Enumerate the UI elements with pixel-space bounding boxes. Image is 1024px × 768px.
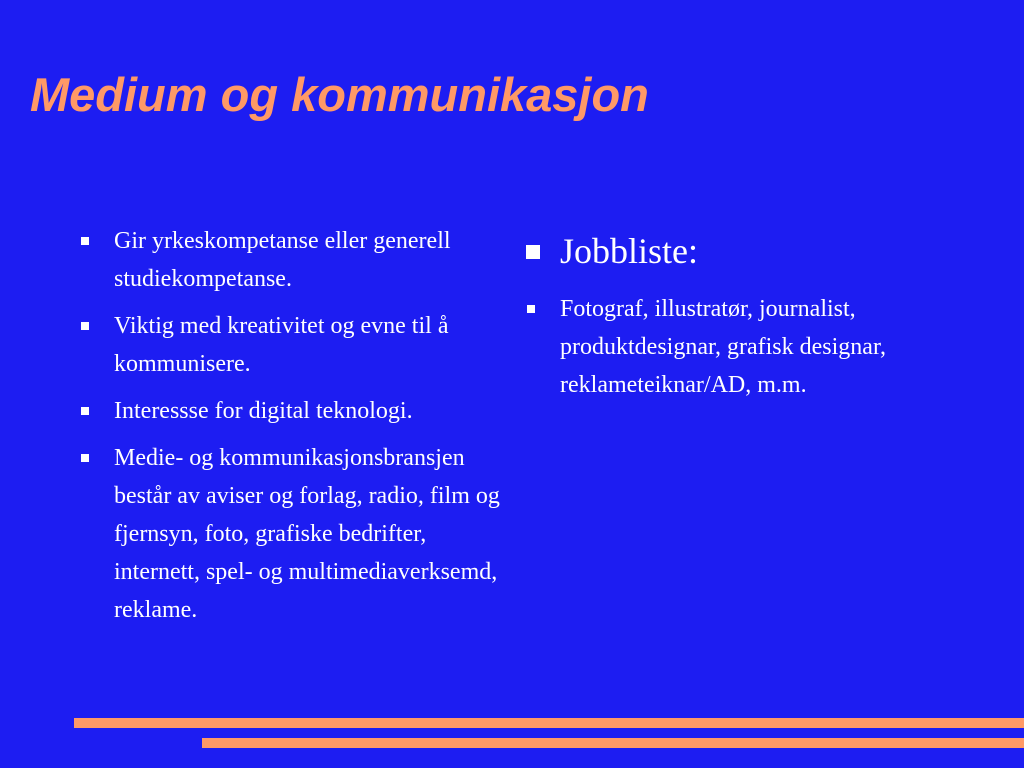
bullet-text: Gir yrkeskompetanse eller generell studiekompetanse. xyxy=(114,228,451,292)
bullet-item xyxy=(76,222,504,298)
square-bullet-icon xyxy=(526,245,540,259)
square-bullet-icon xyxy=(81,407,89,415)
left-bullet-list xyxy=(76,222,504,629)
left-column xyxy=(76,222,504,638)
bullet-item xyxy=(76,307,504,383)
square-bullet-icon xyxy=(81,454,89,462)
bullet-item xyxy=(76,439,504,629)
bullet-item xyxy=(522,290,952,404)
right-column xyxy=(522,228,952,413)
right-bullet-list xyxy=(522,290,952,404)
heading-text: Jobbliste: xyxy=(560,231,699,271)
square-bullet-icon xyxy=(81,322,89,330)
bullet-text: Interessse for digital teknologi. xyxy=(114,398,413,424)
square-bullet-icon xyxy=(81,237,89,245)
bullet-item xyxy=(76,392,504,430)
accent-bar-bottom xyxy=(202,738,1024,748)
square-bullet-icon xyxy=(527,305,535,313)
accent-bar-top xyxy=(74,718,1024,728)
bullet-text: Fotograf, illustratør, journalist, produktdesignar, grafisk designar, reklameteiknar/AD, m.m. xyxy=(560,296,886,398)
slide-title: Medium og kommunikasjon xyxy=(30,68,649,121)
jobbliste-heading xyxy=(522,228,952,274)
bullet-text: Viktig med kreativitet og evne til å kommunisere. xyxy=(114,313,449,377)
bullet-text: Medie- og kommunikasjonsbransjen består av aviser og forlag, radio, film og fjernsyn, foto, grafiske bedrifter, internett, spel- og multimediaverksemd, reklame. xyxy=(114,445,500,623)
